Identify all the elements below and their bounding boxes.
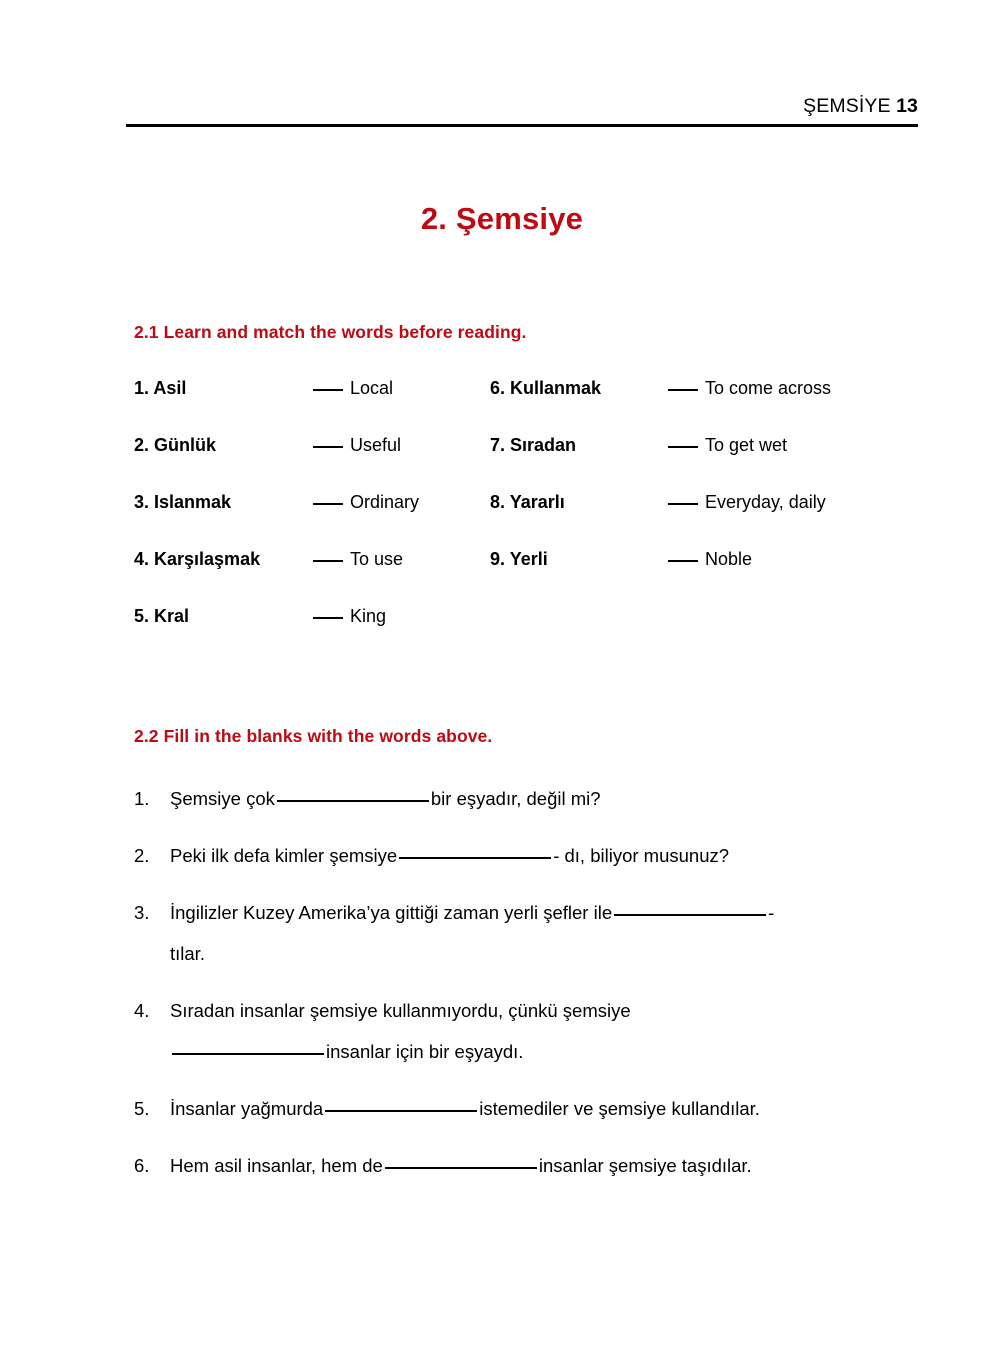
running-header [126,94,918,118]
match-meaning-6-label: To come across [705,378,832,398]
fill-blank-4[interactable] [172,1053,324,1055]
running-header-title: ŞEMSİYE [803,95,891,117]
match-word-9: 9. Yerli [490,549,548,569]
match-meaning-2-label: Useful [350,435,402,455]
fill-item-text-after-1: bir eşyadır, değil mi? [430,788,601,809]
fill-item [134,1145,934,1186]
match-meaning-5-label: King [350,606,387,626]
match-word-5: 5. Kral [134,606,190,626]
matching-row [134,489,934,546]
match-word-3: 3. Islanmak [134,492,232,512]
match-meaning-7[interactable] [668,432,787,458]
matching-row [134,546,934,603]
match-word-4: 4. Karşılaşmak [134,549,261,569]
fill-item-number-2: 2. [134,845,150,866]
fill-item-text-before-4: Sıradan insanlar şemsiye kullanmıyordu, çünkü şemsiye [170,1000,631,1021]
match-meaning-6[interactable] [668,375,831,401]
header-rule [126,124,918,127]
match-blank-4[interactable] [313,560,343,562]
fill-item-text-tail-3: tılar. [170,943,205,964]
fill-item-text-before-6: Hem asil insanlar, hem de [170,1155,383,1176]
match-blank-7[interactable] [668,446,698,448]
fill-item-text-after-3: - [768,902,775,923]
match-meaning-4-label: To use [350,549,404,569]
fill-item-number-5: 5. [134,1098,150,1119]
fill-item-text-before-3: İngilizler Kuzey Amerika’ya gittiği zaman yerli şefler ile [170,902,613,923]
section-heading-matching: 2.1 Learn and match the words before reading. [134,322,527,342]
match-word-7: 7. Sıradan [490,435,577,455]
match-meaning-3-label: Ordinary [350,492,420,512]
match-blank-5[interactable] [313,617,343,619]
match-meaning-9[interactable] [668,546,752,572]
fill-blanks-exercise [134,778,934,1202]
fill-blank-2[interactable] [399,857,551,859]
fill-item-number-1: 1. [134,788,150,809]
matching-row [134,432,934,489]
fill-item [134,778,934,819]
match-meaning-1[interactable] [313,375,393,401]
matching-exercise [134,375,934,660]
fill-item [134,892,934,974]
page-title: 2. Şemsiye [420,201,584,236]
fill-item [134,835,934,876]
fill-item-text-after-2: - dı, biliyor musunuz? [553,845,730,866]
match-blank-6[interactable] [668,389,698,391]
match-blank-2[interactable] [313,446,343,448]
match-word-2: 2. Günlük [134,435,217,455]
fill-item-text-before-2: Peki ilk defa kimler şemsiye [170,845,398,866]
match-meaning-8-label: Everyday, daily [705,492,826,512]
match-meaning-9-label: Noble [705,549,753,569]
fill-blank-5[interactable] [325,1110,477,1112]
fill-item-text-after-6: insanlar şemsiye taşıdılar. [538,1155,752,1176]
match-blank-3[interactable] [313,503,343,505]
fill-item-text-after-4: insanlar için bir eşyaydı. [326,1041,524,1062]
fill-item-number-4: 4. [134,1000,150,1021]
match-meaning-8[interactable] [668,489,826,515]
match-blank-1[interactable] [313,389,343,391]
match-word-6: 6. Kullanmak [490,378,602,398]
fill-item [134,990,934,1072]
fill-item-text-before-1: Şemsiye çok [170,788,275,809]
fill-blank-3[interactable] [614,914,766,916]
fill-blank-1[interactable] [277,800,429,802]
match-word-1: 1. Asil [134,378,187,398]
match-meaning-5[interactable] [313,603,386,629]
section-heading-fill-blanks: 2.2 Fill in the blanks with the words above. [134,726,493,746]
match-meaning-2[interactable] [313,432,401,458]
match-meaning-7-label: To get wet [705,435,788,455]
matching-row [134,375,934,432]
fill-item-text-before-5: İnsanlar yağmurda [170,1098,324,1119]
fill-item-text-after-5: istemediler ve şemsiye kullandılar. [479,1098,760,1119]
fill-blank-6[interactable] [385,1167,537,1169]
match-meaning-1-label: Local [350,378,394,398]
fill-item-number-3: 3. [134,902,150,923]
fill-item-number-6: 6. [134,1155,150,1176]
matching-row [134,603,934,660]
running-header-page-number: 13 [896,95,918,117]
match-meaning-4[interactable] [313,546,403,572]
match-meaning-3[interactable] [313,489,419,515]
match-blank-9[interactable] [668,560,698,562]
match-word-8: 8. Yararlı [490,492,565,512]
match-blank-8[interactable] [668,503,698,505]
fill-item [134,1088,934,1129]
